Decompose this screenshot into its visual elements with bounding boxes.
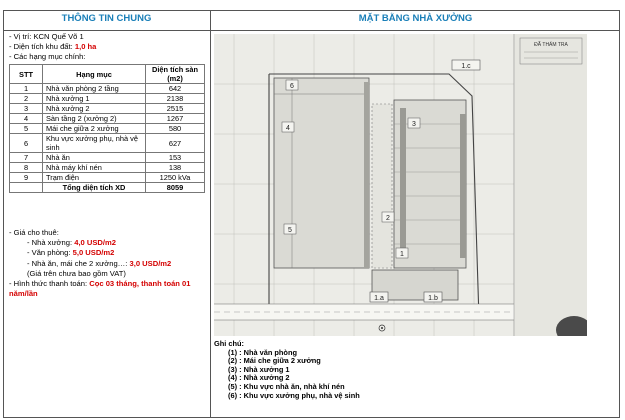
plan-label-2: 2: [386, 215, 390, 222]
factory-price-line: - Nhà xưởng: 4,0 USD/m2: [27, 238, 117, 248]
legend-item: (3) : Nhà xưởng 1: [228, 364, 290, 374]
floor-plan-heading: MẶT BẰNG NHÀ XƯỞNG: [358, 13, 473, 24]
table-row: 4 Sàn tầng 2 (xưởng 2) 1267: [10, 114, 205, 124]
legend-item: (6) : Khu vực xưởng phụ, nhà vệ sinh: [228, 390, 360, 400]
vat-note: (Giá trên chưa bao gồm VAT): [27, 268, 126, 278]
legend-item: (1) : Nhà văn phòng: [228, 347, 297, 357]
table-row: 2 Nhà xưởng 1 2138: [10, 94, 205, 104]
legend-item: (5) : Khu vực nhà ăn, nhà khí nén: [228, 381, 345, 391]
plan-label-1a: 1.a: [374, 295, 384, 302]
payment-value: Cọc 03 tháng, thanh toán 01 năm/lần: [9, 279, 191, 299]
floor-plan-drawing: [214, 34, 587, 336]
canteen-price-line: - Nhà ăn, mái che 2 xưởng…: 3,0 USD/m2: [27, 258, 172, 268]
factory-price: 4,0 USD/m2: [74, 238, 117, 248]
general-info: [9, 32, 207, 62]
table-header-area: Diện tích sàn (m2): [146, 65, 205, 84]
general-info-heading: THÔNG TIN CHUNG: [61, 13, 152, 24]
approval-stamp: ĐÃ THẨM TRA: [534, 42, 568, 48]
table-row: 3 Nhà xưởng 2 2515: [10, 104, 205, 114]
rent-info: [9, 228, 207, 299]
rent-label: - Giá cho thuê:: [9, 228, 59, 237]
plan-label-3: 3: [412, 121, 416, 128]
plan-label-1: 1: [400, 251, 404, 258]
plan-legend: [214, 340, 594, 400]
location-line: - Vị trí: KCN Quế Võ 1: [9, 32, 84, 41]
items-table: [9, 64, 205, 193]
land-area-line: - Diện tích khu đất: 1,0 ha: [9, 42, 97, 51]
items-label: - Các hạng mục chính:: [9, 52, 86, 61]
office-price: 5,0 USD/m2: [72, 248, 115, 258]
payment-line: - Hình thức thanh toán: Cọc 03 tháng, thanh toán 01 năm/lần: [9, 279, 191, 299]
plan-label-6: 6: [290, 83, 294, 90]
table-row: 1 Nhà văn phòng 2 tầng 642: [10, 84, 205, 94]
table-row: 5 Mái che giữa 2 xưởng 580: [10, 124, 205, 134]
table-header-item: Hạng mục: [43, 65, 146, 84]
table-row: 9 Trạm điện 1250 kVa: [10, 173, 205, 183]
legend-title: Ghi chú:: [214, 339, 244, 348]
table-header-stt: STT: [10, 65, 43, 84]
table-row: 7 Nhà ăn 153: [10, 153, 205, 163]
floor-plan-svg: [214, 34, 587, 336]
header-separator: [3, 30, 620, 31]
legend-item: (2) : Mái che giữa 2 xưởng: [228, 356, 321, 366]
column-divider: [210, 10, 211, 418]
plan-label-4: 4: [286, 125, 290, 132]
table-row: 8 Nhà máy khí nén 138: [10, 163, 205, 173]
table-row: 6 Khu vực xưởng phụ, nhà vệ sinh 627: [10, 134, 205, 153]
legend-item: (4) : Nhà xưởng 2: [228, 373, 290, 383]
plan-label-5: 5: [288, 227, 292, 234]
plan-label-1c: 1.c: [461, 63, 471, 70]
canteen-price: 3,0 USD/m2: [129, 258, 172, 268]
office-price-line: - Văn phòng: 5,0 USD/m2: [27, 248, 115, 258]
land-area-value: 1,0 ha: [74, 42, 97, 51]
table-total-row: Tổng diện tích XD 8059: [10, 183, 205, 193]
plan-label-1b: 1.b: [428, 295, 438, 302]
